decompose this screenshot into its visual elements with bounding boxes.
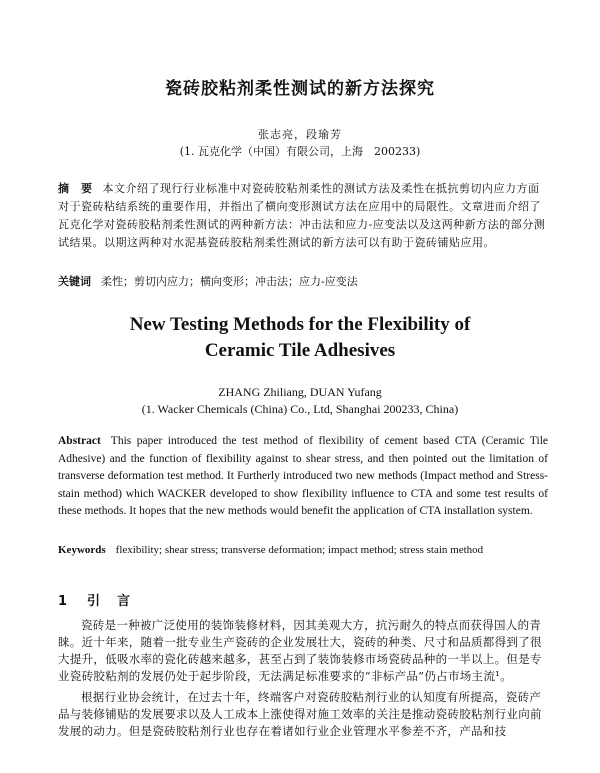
body-text: [58, 617, 548, 744]
english-abstract-label: Abstract: [58, 435, 101, 447]
english-affiliation: (1. Wacker Chemicals (China) Co., Ltd, Shanghai 200233, China): [141, 402, 459, 416]
chinese-abstract-label: 摘 要: [58, 182, 93, 195]
section-title: 引 言: [87, 594, 133, 609]
english-abstract-text: This paper introduced the test method of flexibility of cement based CTA (Ceramic Tile Adhesive) and the function of flexibility against to shear stress, and then pointed out the limitation of transverse deformation test method. It Furtherly introduced two new methods (Impact method and Stress-stain method) which WACKER developed to show flexibility influence to CTA and some test results of these methods. It hopes that the new methods would benefit the application of CTA installation system.: [58, 435, 548, 517]
chinese-abstract-text: 本文介绍了现行行业标准中对瓷砖胶粘剂柔性的测试方法及柔性在抵抗剪切内应力方面对于瓷砖粘结系统的重要作用，并指出了横向变形测试方法在应用中的局限性。文章进而介绍了瓦克化学对瓷砖胶粘剂柔性测试的两种新方法：冲击法和应力-应变法以及这两种新方法的部分测试结果。以期这两种对水泥基瓷砖胶粘剂柔性测试的新方法可以有助于瓷砖铺贴应用。: [58, 182, 546, 249]
body-paragraph: 根据行业协会统计，在过去十年，终端客户对瓷砖胶粘剂行业的认知度有所提高，瓷砖产品与装修铺贴的发展要求以及人工成本上涨使得对施工效率的关注是推动瓷砖胶粘剂行业向前发展的动力。但是瓷砖胶粘剂行业也存在着诸如行业企业管理水平参差不齐，产品和技: [58, 690, 542, 738]
chinese-affiliation: (1. 瓦克化学（中国）有限公司，上海 200233): [179, 145, 421, 158]
chinese-keywords: [58, 273, 548, 289]
chinese-keywords-label: 关键词: [58, 275, 91, 288]
chinese-abstract: [58, 180, 548, 252]
chinese-authors: 张志亮，段瑜芳: [258, 128, 342, 141]
english-authors: ZHANG Zhiliang, DUAN Yufang: [218, 385, 382, 399]
english-title: [0, 312, 600, 364]
section-number: 1: [58, 594, 70, 609]
english-keywords: [58, 544, 558, 556]
chinese-keywords-text: 柔性；剪切内应力；横向变形；冲击法；应力-应变法: [101, 275, 358, 288]
english-keywords-label: Keywords: [58, 544, 106, 556]
section-heading: [58, 590, 150, 609]
english-keywords-text: flexibility; shear stress; transverse deformation; impact method; stress stain method: [115, 544, 484, 556]
chinese-title: 瓷砖胶粘剂柔性测试的新方法探究: [165, 79, 435, 99]
english-title-line2: Ceramic Tile Adhesives: [204, 340, 396, 361]
english-abstract: [58, 433, 548, 521]
body-paragraph: 瓷砖是一种被广泛使用的装饰装修材料，因其美观大方，抗污耐久的特点而获得国人的青睐。近十年来，随着一批专业生产瓷砖的企业发展壮大，瓷砖的种类、尺寸和品质都得到了很大提升，低吸水率的瓷化砖越来越多，甚至占到了装饰装修市场瓷砖品种的一半以上。但是专业瓷砖胶粘剂的发展仍处于起步阶段，无法满足标准要求的“非标产品”仍占市场主流¹。: [58, 618, 542, 683]
english-title-line1: New Testing Methods for the Flexibility of: [129, 314, 471, 335]
